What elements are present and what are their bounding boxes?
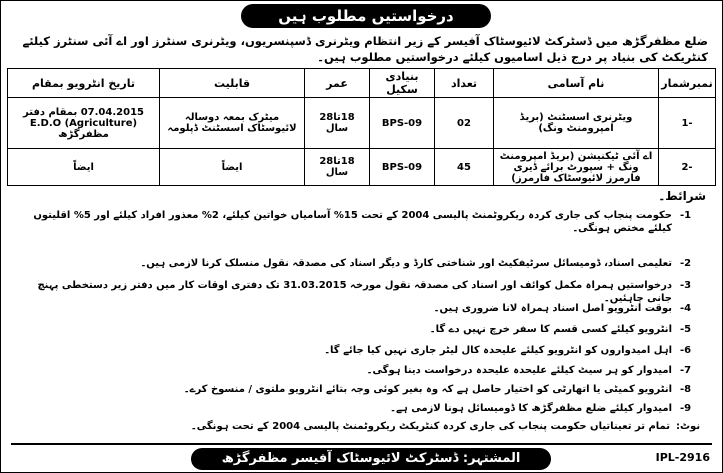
- condition-number: -7: [680, 365, 692, 376]
- heading-banner: [241, 4, 491, 28]
- list-item: [21, 302, 706, 315]
- advertiser-banner: [191, 448, 551, 470]
- cell-age: 18تا28 سال: [305, 98, 370, 149]
- conditions-title: شرائط۔: [658, 189, 706, 203]
- header-interview: تاریخ انٹرویو بمقام: [8, 69, 160, 98]
- condition-text: درخواستیں ہمراہ مکمل کوائف اور اسناد کی مصدقہ نقول مورخہ 31.03.2015 تک دفتری اوقات کار میں دفتر زیر دستخطی پہنچ جانی چاہئیں۔: [37, 280, 672, 304]
- cell-sr: -1: [659, 98, 716, 149]
- interview-office: E.D.O (Agriculture): [29, 117, 138, 129]
- note: [21, 421, 706, 432]
- condition-number: -3: [680, 280, 692, 291]
- interview-date: 07.04.2015: [80, 106, 144, 118]
- condition-text: امیدوار کیلئے ضلع مظفرگڑھ کا ڈومیسائل ہونا لازمی ہے۔: [390, 403, 672, 414]
- condition-text: حکومت پنجاب کی جاری کردہ ریکروٹمنٹ پالیسی 2004 کے تحت 15% آسامیاں خواتین کیلئے، 2% معذور افراد کیلئے اور 5% اقلیتوں کیلئے مختص ہونگی۔: [33, 210, 672, 234]
- header-age: عمر: [305, 69, 370, 98]
- cell-count: 02: [435, 98, 494, 149]
- condition-text: اہل امیدواروں کو انٹرویو کیلئے علیحدہ کال لیٹر جاری نہیں کیا جائے گا۔: [324, 345, 672, 356]
- condition-text: انٹرویو کیلئے کسی قسم کا سفر خرچ نہیں دے گا۔: [429, 324, 672, 335]
- condition-number: -5: [680, 324, 692, 335]
- condition-text: امیدوار کو ہر سیٹ کیلئے علیحدہ علیحدہ درخواست دینا ہوگی۔: [366, 365, 672, 376]
- list-item: [21, 364, 706, 377]
- cell-qualification: ایضاً: [160, 149, 305, 186]
- condition-text: تعلیمی اسناد، ڈومیسائل سرٹیفکیٹ اور شناختی کارڈ و دیگر اسناد کی مصدقہ نقول منسلک کرنا لازمی ہیں۔: [140, 258, 672, 269]
- header-count: تعداد: [435, 69, 494, 98]
- header-scale: بنیادی سکیل: [370, 69, 435, 98]
- note-text: تمام تر تعیناتیاں حکومت پنجاب کی جاری کردہ کنٹریکٹ ریکروٹمنٹ پالیسی 2004 کے تحت ہونگی۔: [190, 421, 670, 432]
- list-item: [21, 383, 706, 396]
- list-item: [21, 344, 706, 357]
- header-qualification: قابلیت: [160, 69, 305, 98]
- condition-number: -8: [680, 384, 692, 395]
- note-label: نوٹ:: [676, 421, 701, 432]
- condition-text: انٹرویو کمیٹی یا اتھارٹی کو اختیار حاصل ہے کہ وہ بغیر کوئی وجہ بتائے انٹرویو ملتوی / منسوخ کرے۔: [183, 384, 672, 395]
- cell-interview: ایضاً: [8, 149, 160, 186]
- cell-age: 18تا28 سال: [305, 149, 370, 186]
- intro-paragraph: ضلع مظفرگڑھ میں ڈسٹرکٹ لائیوسٹاک آفیسر کے زیر انتظام ویٹرنری ڈسپنسریوں، ویٹرنری سنٹرز اور اے آئی سنٹرز کیلئے کنٹریکٹ کی بنیاد پر درج ذیل اسامیوں کیلئے درخواستیں مطلوب ہیں۔: [22, 34, 708, 64]
- condition-number: -9: [680, 403, 692, 414]
- list-item: [21, 257, 706, 270]
- cell-scale: BPS-09: [370, 98, 435, 149]
- advertiser-text: المشتہر: ڈسٹرکٹ لائیوسٹاک آفیسر مظفرگڑھ: [221, 451, 521, 466]
- cell-post: ویٹرنری اسسٹنٹ (بریڈ امپرومنٹ ونگ): [494, 98, 659, 149]
- table-row: [8, 98, 716, 149]
- condition-text: بوقت انٹرویو اصل اسناد ہمراہ لانا ضروری ہیں۔: [433, 303, 672, 314]
- cell-qualification: میٹرک بمعہ دوسالہ لائیوسٹاک اسسٹنٹ ڈپلومہ: [160, 98, 305, 149]
- vacancy-table: [7, 68, 716, 186]
- interview-city: مظفرگڑھ: [58, 128, 109, 140]
- footer: [11, 443, 712, 471]
- cell-count: 45: [435, 149, 494, 186]
- header-sr: نمبرشمار: [659, 69, 716, 98]
- list-item: [21, 323, 706, 336]
- interview-prefix: بمقام دفتر: [23, 106, 78, 118]
- table-header-row: [8, 69, 716, 98]
- heading-text: درخواستیں مطلوب ہیں: [278, 7, 454, 25]
- list-item: [21, 209, 706, 235]
- table-row: [8, 149, 716, 186]
- list-item: [21, 402, 706, 415]
- condition-number: -6: [680, 345, 692, 356]
- cell-sr: -2: [659, 149, 716, 186]
- cell-post: اے آئی ٹیکنیشن (بریڈ امپرومنٹ ونگ + سپورٹ برائے ڈیری فارمرز لائیوسٹاک فارمرز): [494, 149, 659, 186]
- ad-code: IPL-2916: [655, 451, 710, 464]
- condition-number: -1: [680, 210, 692, 221]
- header-post: نام آسامی: [494, 69, 659, 98]
- cell-interview: [8, 98, 160, 149]
- condition-number: -2: [680, 258, 692, 269]
- interview-date-line: [10, 107, 157, 118]
- cell-scale: BPS-09: [370, 149, 435, 186]
- condition-number: -4: [680, 303, 692, 314]
